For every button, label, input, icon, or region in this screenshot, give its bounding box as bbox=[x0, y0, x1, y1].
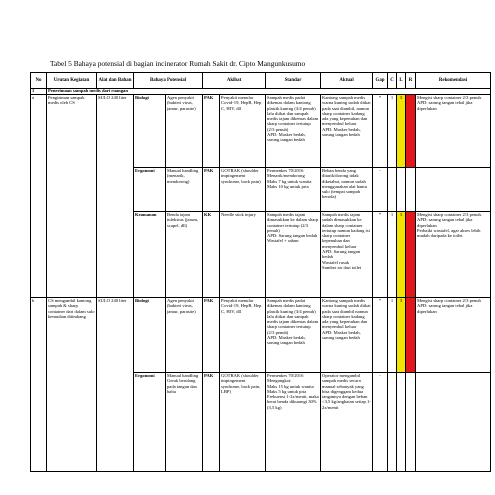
standard-cell: Sampah medis padat dikemas dalam kantong plastik kuning (3/4 penuh) lalu diikat dan sampah medis tajam dikemas dalam sharp container tertutup (2/3 penuh) APD: Masker bedah, sarung tangan bedah bbox=[266, 94, 321, 167]
effect-type: PAK bbox=[203, 297, 220, 372]
header-rekomendasi: Rekomendasi bbox=[416, 73, 491, 89]
recommendation-cell: Mengisi sharp container 2/3 penuh. APD: sarung tangan tebal jika diperlukan bbox=[416, 94, 491, 167]
header-alat: Alat dan Bahan bbox=[97, 73, 134, 89]
hazard-description: Agen penyakit (bakteri virus, jamur, parasite) bbox=[166, 297, 203, 372]
header-l: L bbox=[397, 73, 406, 89]
l-cell: 3 bbox=[397, 94, 406, 167]
standard-cell: Sampah medis tajam dimasukkan ke dalam sharp container tertutup (2/3 penuh) APD: Sarung tangan bedah Wastafel + sabun bbox=[266, 211, 321, 297]
hazard-table bbox=[30, 72, 491, 472]
c-cell bbox=[388, 167, 397, 211]
r-cell bbox=[406, 297, 416, 372]
actual-cell: Beban benda yang ditarik/dorong tidak diketahui, namun sudah menggunakan alat bantu sulo (tempat sampah beroda) bbox=[321, 167, 373, 211]
r-cell bbox=[406, 372, 416, 471]
effect-type: PAK bbox=[203, 167, 220, 211]
hazard-description: Agen penyakit (bakteri virus, jamur, parasite) bbox=[166, 94, 203, 167]
gap-cell: - bbox=[373, 372, 388, 471]
table-caption: Tabel 5 Bahaya potensial di bagian incinerator Rumah Sakit dr. Cipto Mangunkusumo bbox=[50, 59, 306, 68]
activity-urutan: Pengiriman sampah medis oleh CS bbox=[47, 94, 97, 297]
recommendation-cell bbox=[416, 167, 491, 211]
actual-cell: Kantong sampah medis warna kuning sudah diikat pada saat diambil namun sharp container kadang ada yang kepenuhan dan menyembul keluar APD: Masker bedah, sarung tangan bedah bbox=[321, 297, 373, 372]
standard-cell: Permenkes 70/2016 Menarik/mendorong Maks 7 kg untuk wanita Maks 10 kg untuk pria bbox=[266, 167, 321, 211]
effect-description: Penyakit menular Covid-19, HepB, Hep C, HIV, dll bbox=[220, 94, 266, 167]
r-cell bbox=[406, 211, 416, 297]
recommendation-cell bbox=[416, 372, 491, 471]
header-aktual: Aktual bbox=[321, 73, 373, 89]
c-cell: 1 bbox=[388, 297, 397, 372]
activity-urutan: CS mengambil kantong sampah & sharp container dari dalam sulo kemudian ditimbang bbox=[47, 297, 97, 471]
section-label: Penerimaan sampah medis dari ruangan bbox=[47, 89, 491, 95]
hazard-description: Manual handling Gerak berulang pada tangan dan bahu bbox=[166, 372, 203, 471]
header-r: R bbox=[406, 73, 416, 89]
l-cell bbox=[397, 372, 406, 471]
actual-cell: Sampah medis tajam sudah dimasukkan ke dalam sharp container tertutup namun kadang isi sharp container kepenuhan dan menyembul keluar APD: Sarung tangan bedah Wastafel rusak Sumber air dari toilet bbox=[321, 211, 373, 297]
header-gap: Gap bbox=[373, 73, 388, 89]
standard-cell: Sampah medis padat dikemas dalam kantong plastik kuning (3/4 penuh) lalu diikat dan sampah medis tajam dikemas dalam sharp container tertutup (2/3 penuh) APD: Masker bedah, sarung tangan bedah bbox=[266, 297, 321, 372]
l-cell: 3 bbox=[397, 297, 406, 372]
effect-description: Needle stick injury bbox=[220, 211, 266, 297]
gap-cell: * bbox=[373, 211, 388, 297]
actual-cell: Kantong sampah medis warna kuning sudah diikat pada saat diambil, namun sharp container kadang ada yang kepenuhan dan menyembul keluar APD: Masker bedah, sarung tangan bedah bbox=[321, 94, 373, 167]
header-c: C bbox=[388, 73, 397, 89]
gap-cell: * bbox=[373, 94, 388, 167]
activity-alat: SULO 240 liter bbox=[97, 297, 134, 471]
activity-no: a bbox=[31, 94, 47, 297]
r-cell bbox=[406, 167, 416, 211]
header-urutan: Urutan Kegiatan bbox=[47, 73, 97, 89]
effect-description: GOTRAK (shoulder impingement syndrome, back pain, LBP) bbox=[220, 372, 266, 471]
effect-description: GOTRAK (shoulder impingement syndrome, back pain) bbox=[220, 167, 266, 211]
c-cell bbox=[388, 372, 397, 471]
l-cell bbox=[397, 167, 406, 211]
effect-type: KK bbox=[203, 211, 220, 297]
hazard-category: Keamanan bbox=[134, 211, 166, 297]
recommendation-cell: Mengisi sharp container 2/3 penuh APD: sarung tangan tebal jika diperlukan bbox=[416, 297, 491, 372]
gap-cell: - bbox=[373, 167, 388, 211]
header-standar: Standar bbox=[266, 73, 321, 89]
hazard-category: Ergonomi bbox=[134, 167, 166, 211]
table-row bbox=[31, 297, 491, 372]
header-row bbox=[31, 73, 491, 89]
actual-cell: Operator mengambil sampah medis secara manual sebanyak yang bisa digenggam kedua tangannya dengan beban <3,5 kg/angkatan setiap 1-2x/menit bbox=[321, 372, 373, 471]
activity-no: b bbox=[31, 297, 47, 471]
header-no: No bbox=[31, 73, 47, 89]
header-akibat: Akibat bbox=[203, 73, 266, 89]
table-row bbox=[31, 94, 491, 167]
standard-cell: Permenkes 70/2016 Mengangkat: Maks 15 kg untuk wanita Maks 5 kg untuk pria Frekuensi 1-2x/menit, maka berat benda dikurangi 30% (3,5 kg) bbox=[266, 372, 321, 471]
c-cell: 1 bbox=[388, 94, 397, 167]
c-cell: 1 bbox=[388, 211, 397, 297]
gap-cell: * bbox=[373, 297, 388, 372]
activity-alat: SULO 240 liter bbox=[97, 94, 134, 297]
hazard-description: Benda tajam infeksius (jarum, scapel, dll) bbox=[166, 211, 203, 297]
recommendation-cell: Mengisi sharp container 2/3 penuh. APD: sarung tangan tebal jika diperlukan Perbaiki wastafel, agar akses lebih mudah daripada ke toilet bbox=[416, 211, 491, 297]
effect-description: Penyakit menular Covid-19, HepB, Hep C, HIV, dll bbox=[220, 297, 266, 372]
hazard-category: Biologi bbox=[134, 94, 166, 167]
effect-type: PAK bbox=[203, 94, 220, 167]
r-cell bbox=[406, 94, 416, 167]
section-no: 1 bbox=[31, 89, 47, 95]
hazard-category: Biologi bbox=[134, 297, 166, 372]
effect-type: PAK bbox=[203, 372, 220, 471]
l-cell: 3 bbox=[397, 211, 406, 297]
hazard-category: Ergonomi bbox=[134, 372, 166, 471]
hazard-description: Manual handling (menarik, mendorong) bbox=[166, 167, 203, 211]
header-bahaya: Bahaya Potensial bbox=[134, 73, 203, 89]
